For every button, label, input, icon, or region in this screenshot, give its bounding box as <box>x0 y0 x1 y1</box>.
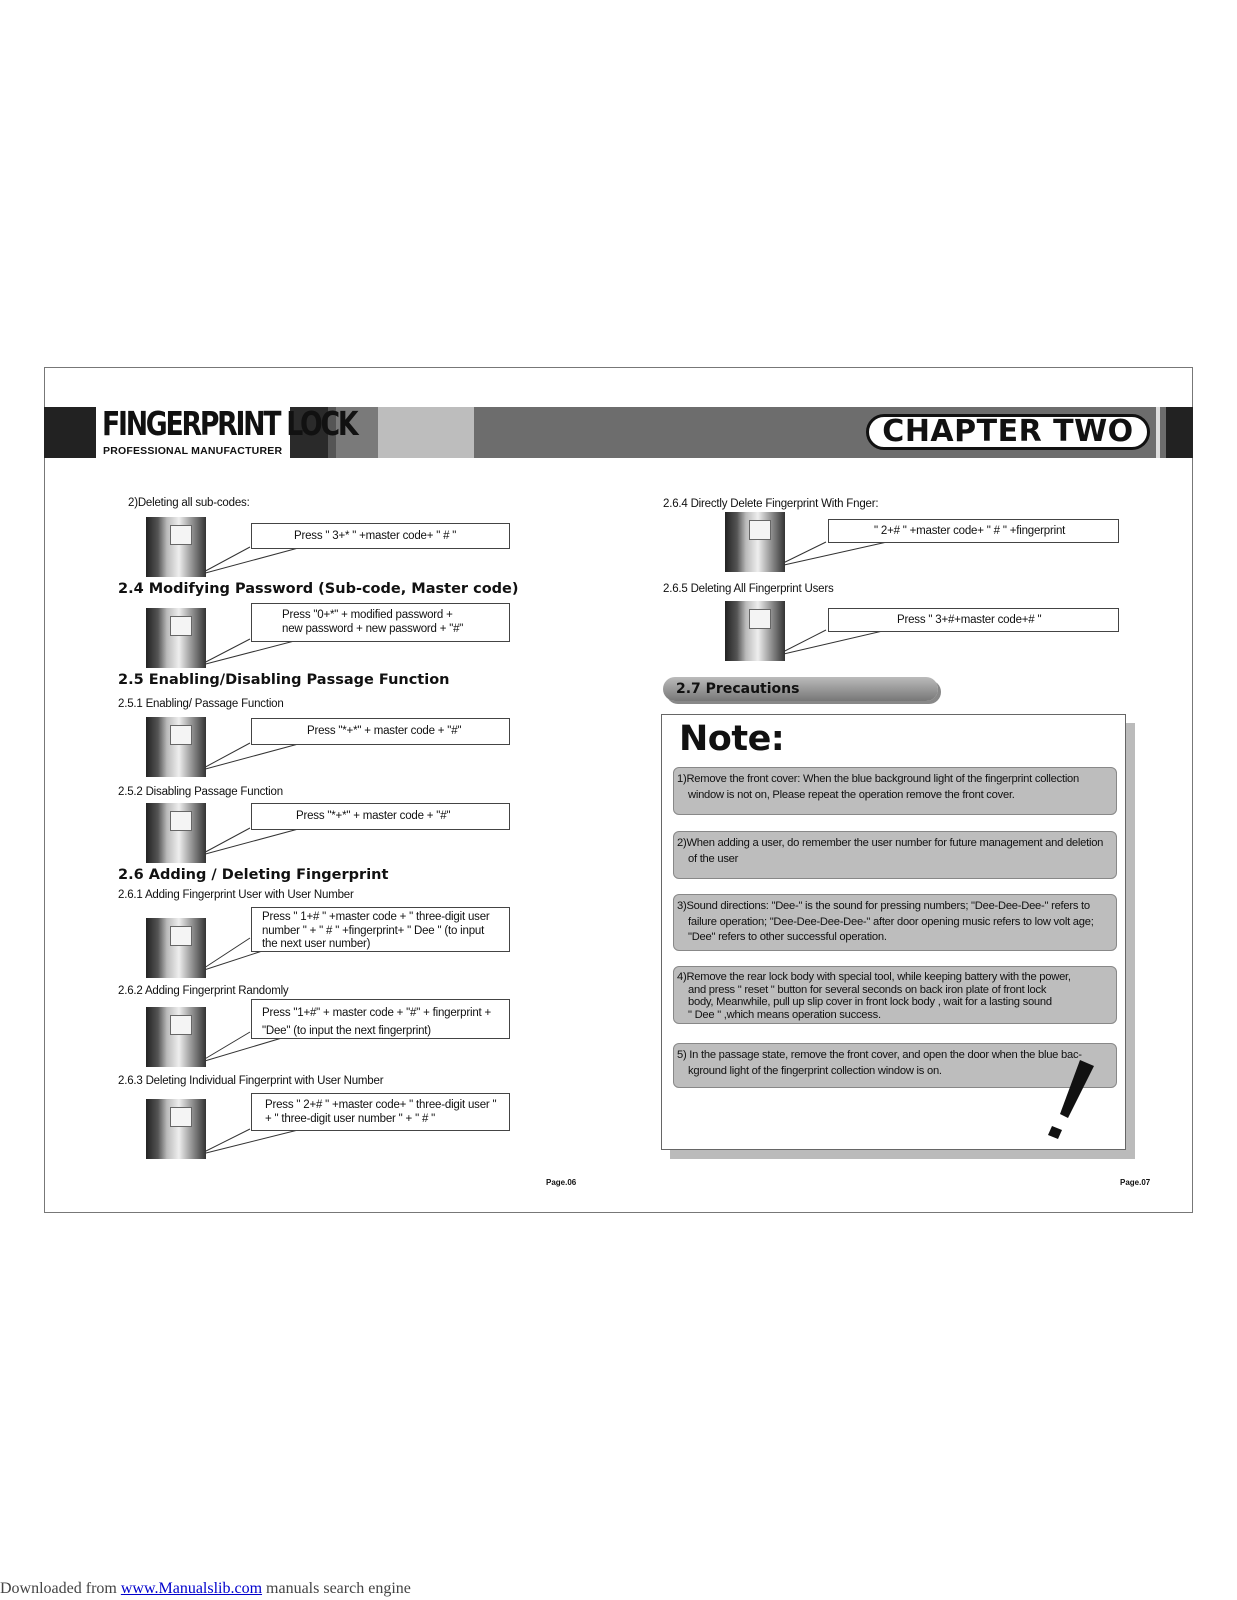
subsection-2-6-3: 2.6.3 Deleting Individual Fingerprint with User Number <box>118 1075 384 1087</box>
callout-text: Press " 3+#+master code+# " <box>897 614 1042 626</box>
callout-text: Press " 2+# " +master code+ " three-digit user " <box>265 1099 497 1111</box>
instruction-callout <box>251 803 510 830</box>
heading-2-5: 2.5 Enabling/Disabling Passage Function <box>118 672 450 688</box>
callout-text: "Dee" (to input the next fingerprint) <box>262 1025 431 1037</box>
callout-text: new password + new password + "#" <box>282 622 464 635</box>
instruction-callout <box>251 523 510 549</box>
note-line: window is not on, Please repeat the operation remove the front cover. <box>688 788 1015 801</box>
subsection-2-5-2: 2.5.2 Disabling Passage Function <box>118 786 283 798</box>
note-line: and press " reset " button for several seconds on back iron plate of front lock <box>688 983 1047 996</box>
subsection-2-6-4: 2.6.4 Directly Delete Fingerprint With Fnger: <box>663 498 879 510</box>
callout-text: + " three-digit user number " + " # " <box>265 1112 436 1125</box>
note-title: Note: <box>679 719 785 759</box>
callout-text: number " + " # " +fingerprint+ " Dee " (to input <box>262 924 485 937</box>
instruction-callout <box>251 603 510 642</box>
subsection-2-6-2: 2.6.2 Adding Fingerprint Randomly <box>118 985 289 997</box>
note-line: 4)Remove the rear lock body with special tool, while keeping battery with the power, <box>677 971 1071 983</box>
note-item-1 <box>673 767 1117 815</box>
footer-prefix: Downloaded from <box>0 1580 121 1597</box>
heading-2-6: 2.6 Adding / Deleting Fingerprint <box>118 867 389 883</box>
section-deleting-all-subcodes: 2)Deleting all sub-codes: <box>128 497 250 509</box>
fingerprint-reader-photo <box>146 918 206 978</box>
heading-2-4: 2.4 Modifying Password (Sub-code, Master code) <box>118 581 519 597</box>
footer-suffix: manuals search engine <box>262 1580 411 1597</box>
instruction-callout <box>828 519 1119 543</box>
instruction-callout <box>251 718 510 745</box>
note-item-4 <box>673 966 1117 1024</box>
callout-text: " 2+# " +master code+ " # " +fingerprint <box>874 525 1066 537</box>
note-line: kground light of the fingerprint collection window is on. <box>688 1064 942 1077</box>
instruction-callout <box>251 907 510 952</box>
instruction-callout <box>251 999 510 1039</box>
manualslib-link[interactable]: www.Manualslib.com <box>120 1580 263 1597</box>
fingerprint-reader-photo <box>725 601 785 661</box>
subsection-2-6-1: 2.6.1 Adding Fingerprint User with User Number <box>118 889 354 901</box>
callout-text: Press " 3+* " +master code+ " # " <box>294 530 457 542</box>
callout-text: Press "1+#" + master code + "#" + fingerprint + <box>262 1007 492 1019</box>
note-line: 2)When adding a user, do remember the user number for future management and deletion <box>677 837 1104 849</box>
instruction-callout <box>828 608 1119 632</box>
exclamation-icon <box>1046 1060 1106 1140</box>
note-line: "Dee" refers to other successful operation. <box>688 931 887 943</box>
callout-text: Press "*+*" + master code + "#" <box>296 810 451 822</box>
chapter-title: CHAPTER TWO <box>866 414 1150 450</box>
note-item-2 <box>673 831 1117 879</box>
lock-keypad-photo <box>146 517 206 577</box>
download-footer <box>0 1580 411 1598</box>
note-item-3 <box>673 894 1117 951</box>
brand-subtitle: PROFESSIONAL MANUFACTURER <box>103 445 283 457</box>
note-line: failure operation; "Dee-Dee-Dee-Dee-" after door opening music refers to low volt age; <box>688 915 1094 928</box>
fingerprint-reader-photo <box>146 1099 206 1159</box>
note-line: 1)Remove the front cover: When the blue background light of the fingerprint collection <box>677 773 1079 785</box>
subsection-2-6-5: 2.6.5 Deleting All Fingerprint Users <box>663 583 834 595</box>
lock-keypad-photo <box>146 608 206 668</box>
subsection-2-5-1: 2.5.1 Enabling/ Passage Function <box>118 698 284 710</box>
note-line: body, Meanwhile, pull up slip cover in front lock body , wait for a lasting sound <box>688 996 1052 1008</box>
callout-text: the next user number) <box>262 938 371 950</box>
page-number-left: Page.06 <box>546 1178 577 1187</box>
instruction-callout <box>251 1093 510 1131</box>
lock-keypad-photo <box>146 803 206 863</box>
fingerprint-reader-photo <box>146 1007 206 1067</box>
note-line: " Dee " ,which means operation success. <box>688 1008 881 1021</box>
note-line: 3)Sound directions: "Dee-" is the sound for pressing numbers; "Dee-Dee-Dee-" refers to <box>677 900 1090 912</box>
brand-title: FINGERPRINT LOCK <box>102 404 357 443</box>
heading-2-7-precautions: 2.7 Precautions <box>663 677 938 701</box>
page-number-right: Page.07 <box>1120 1178 1151 1187</box>
fingerprint-reader-photo <box>725 512 785 572</box>
callout-text: Press "0+*" + modified password + <box>282 609 453 621</box>
lock-keypad-photo <box>146 717 206 777</box>
callout-text: Press "*+*" + master code + "#" <box>307 725 462 737</box>
callout-text: Press " 1+# " +master code + " three-digit user <box>262 911 490 923</box>
note-line: of the user <box>688 852 739 865</box>
note-line: 5) In the passage state, remove the front cover, and open the door when the blue bac- <box>677 1049 1082 1061</box>
